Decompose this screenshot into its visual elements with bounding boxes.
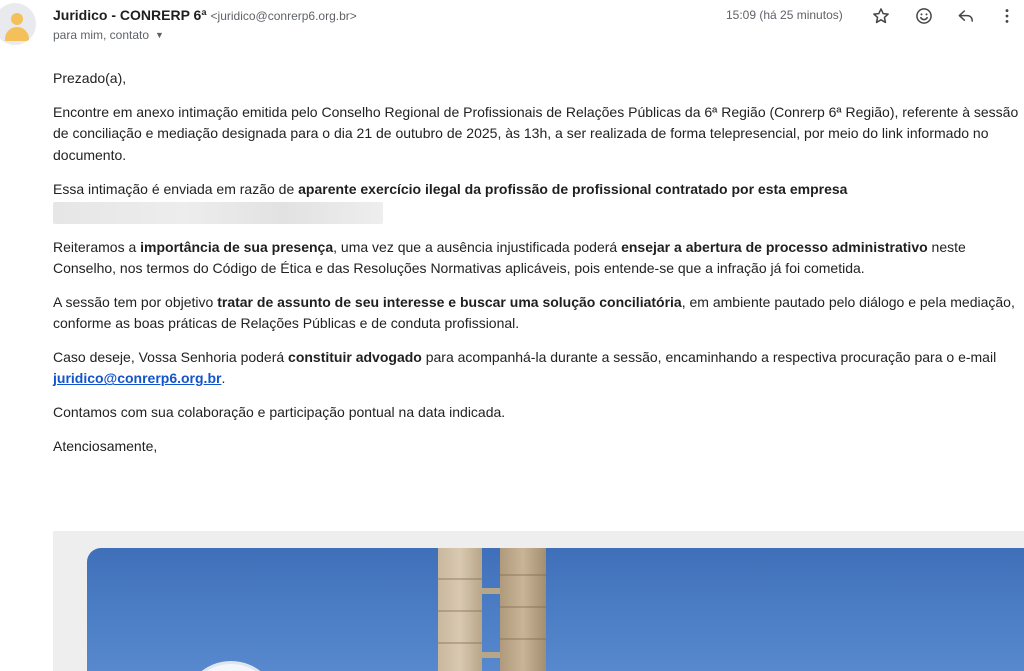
recipients[interactable] [53,28,164,42]
text: , em ambiente pautado pelo diálogo e pela mediação, conforme as boas práticas de Relações Públicas e de conduta profissional. [53,293,1015,332]
email-body [53,68,1021,470]
paragraph-reason [53,179,1021,224]
embedded-image-frame [53,531,1024,671]
text: Caso deseje, Vossa Senhoria poderá [53,349,289,366]
seal-logo [183,661,279,671]
bold-text: aparente exercício ilegal da profissão de profissional contratado por esta empresa [298,180,848,197]
text: Essa intimação é enviada em razão de [53,180,299,197]
text: Reiteramos a [53,238,141,255]
bold-text: constituir advogado [288,349,422,366]
star-icon[interactable] [869,4,893,28]
sender-address: <juridico@conrerp6.org.br> [210,9,357,23]
paragraph-notice: Encontre em anexo intimação emitida pelo Conselho Regional de Profissionais de Relações Públicas da 6ª Região (Conrerp 6ª Região), referente à sessão de conciliação e mediação designada para o dia 21 de outubro de 2025, às 13h, a ser realizada de forma telepresencial, por meio do link informado no documento. [53,103,1019,163]
timestamp: 15:09 (há 25 minutos) [726,8,843,22]
building-photo[interactable] [87,548,1024,671]
text: , uma vez que a ausência injustificada poderá [333,238,622,255]
emoji-icon[interactable] [912,4,936,28]
text: A sessão tem por objetivo [53,293,218,310]
more-vert-icon[interactable] [995,4,1019,28]
greeting: Prezado(a), [53,70,127,86]
sender-avatar[interactable] [0,3,36,45]
recipients-label: para mim, contato [53,28,150,42]
sender[interactable] [53,7,357,23]
tower-right [500,548,546,671]
text: . [221,370,226,387]
email-header [0,0,1024,52]
bold-text: importância de sua presença [140,238,334,255]
text: para acompanhá-la durante a sessão, encaminhando a respectiva procuração para o e-mail [421,349,997,366]
bold-text: ensejar a abertura de processo administrativo [621,238,928,255]
reply-icon[interactable] [954,4,978,28]
paragraph-closing-note: Contamos com sua colaboração e participação pontual na data indicada. [53,404,506,421]
tower-bridge [482,652,500,658]
tower-bridge [482,588,500,594]
paragraph-presence [53,237,1021,280]
paragraph-lawyer [53,347,1021,390]
sender-name[interactable]: Juridico - CONRERP 6ª [53,7,207,23]
closing: Atenciosamente, [53,438,158,455]
tower-left [438,548,482,671]
bold-text: tratar de assunto de seu interesse e buscar uma solução conciliatória [217,293,682,310]
text: neste Conselho, nos termos do Código de Ética e das Resoluções Normativas aplicáveis, pois entende-se que a infração já foi cometida. [53,238,966,276]
redacted-block [53,202,383,224]
email-link[interactable]: juridico@conrerp6.org.br [53,370,222,387]
chevron-down-icon[interactable]: ▼ [155,30,164,40]
paragraph-objective [53,292,1021,335]
